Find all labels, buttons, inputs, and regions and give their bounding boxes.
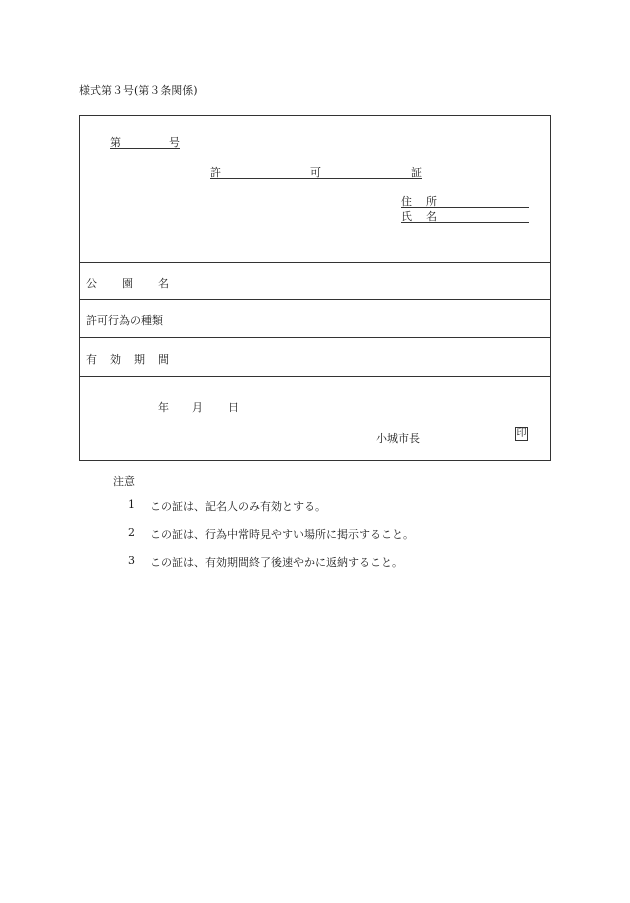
valid-period-char-3: 期 [134, 353, 145, 366]
valid-period-char-4: 間 [158, 353, 169, 366]
permit-number-suffix: 号 [169, 136, 180, 149]
divider [80, 376, 550, 377]
name-label-2: 名 [426, 210, 437, 223]
address-field [401, 193, 529, 208]
address-label-1: 住 [401, 195, 412, 208]
park-name-label [86, 275, 176, 288]
seal-stamp: 印 [516, 428, 527, 439]
issue-date [158, 399, 248, 412]
valid-period-label [86, 351, 176, 364]
note-text: この証は、行為中常時見やすい場所に掲示すること。 [150, 528, 414, 541]
note-number: 1 [128, 498, 135, 511]
permit-number-line [110, 134, 180, 149]
address-label-2: 所 [426, 195, 437, 208]
note-number: 2 [128, 526, 135, 539]
permit-title-char-2: 可 [310, 166, 321, 179]
note-text: この証は、記名人のみ有効とする。 [150, 500, 326, 513]
note-item [128, 498, 428, 512]
note-item [128, 526, 428, 540]
name-label-1: 氏 [401, 210, 412, 223]
form-number-label: 様式第３号(第３条関係) [79, 84, 198, 97]
park-name-char-3: 名 [158, 277, 169, 290]
divider [80, 299, 550, 300]
note-number: 3 [128, 554, 135, 567]
issue-day: 日 [228, 401, 239, 414]
permit-title-char-1: 許 [210, 166, 221, 179]
park-name-char-2: 園 [122, 277, 133, 290]
divider [80, 262, 550, 263]
note-text: この証は、有効期間終了後速やかに返納すること。 [150, 556, 403, 569]
permit-number-prefix: 第 [110, 136, 121, 149]
valid-period-char-1: 有 [86, 353, 97, 366]
divider [80, 337, 550, 338]
permit-title-char-3: 証 [411, 166, 422, 179]
name-field [401, 208, 529, 223]
valid-period-char-2: 効 [110, 353, 121, 366]
notes-title: 注意 [113, 475, 135, 488]
permit-form-box [79, 115, 551, 461]
activity-type-label: 許可行為の種類 [86, 314, 163, 327]
issue-month: 月 [192, 401, 203, 414]
issuer-name: 小城市長 [376, 432, 420, 445]
permit-title [210, 164, 422, 179]
park-name-char-1: 公 [86, 277, 97, 290]
note-item [128, 554, 428, 568]
issue-year: 年 [158, 401, 169, 414]
